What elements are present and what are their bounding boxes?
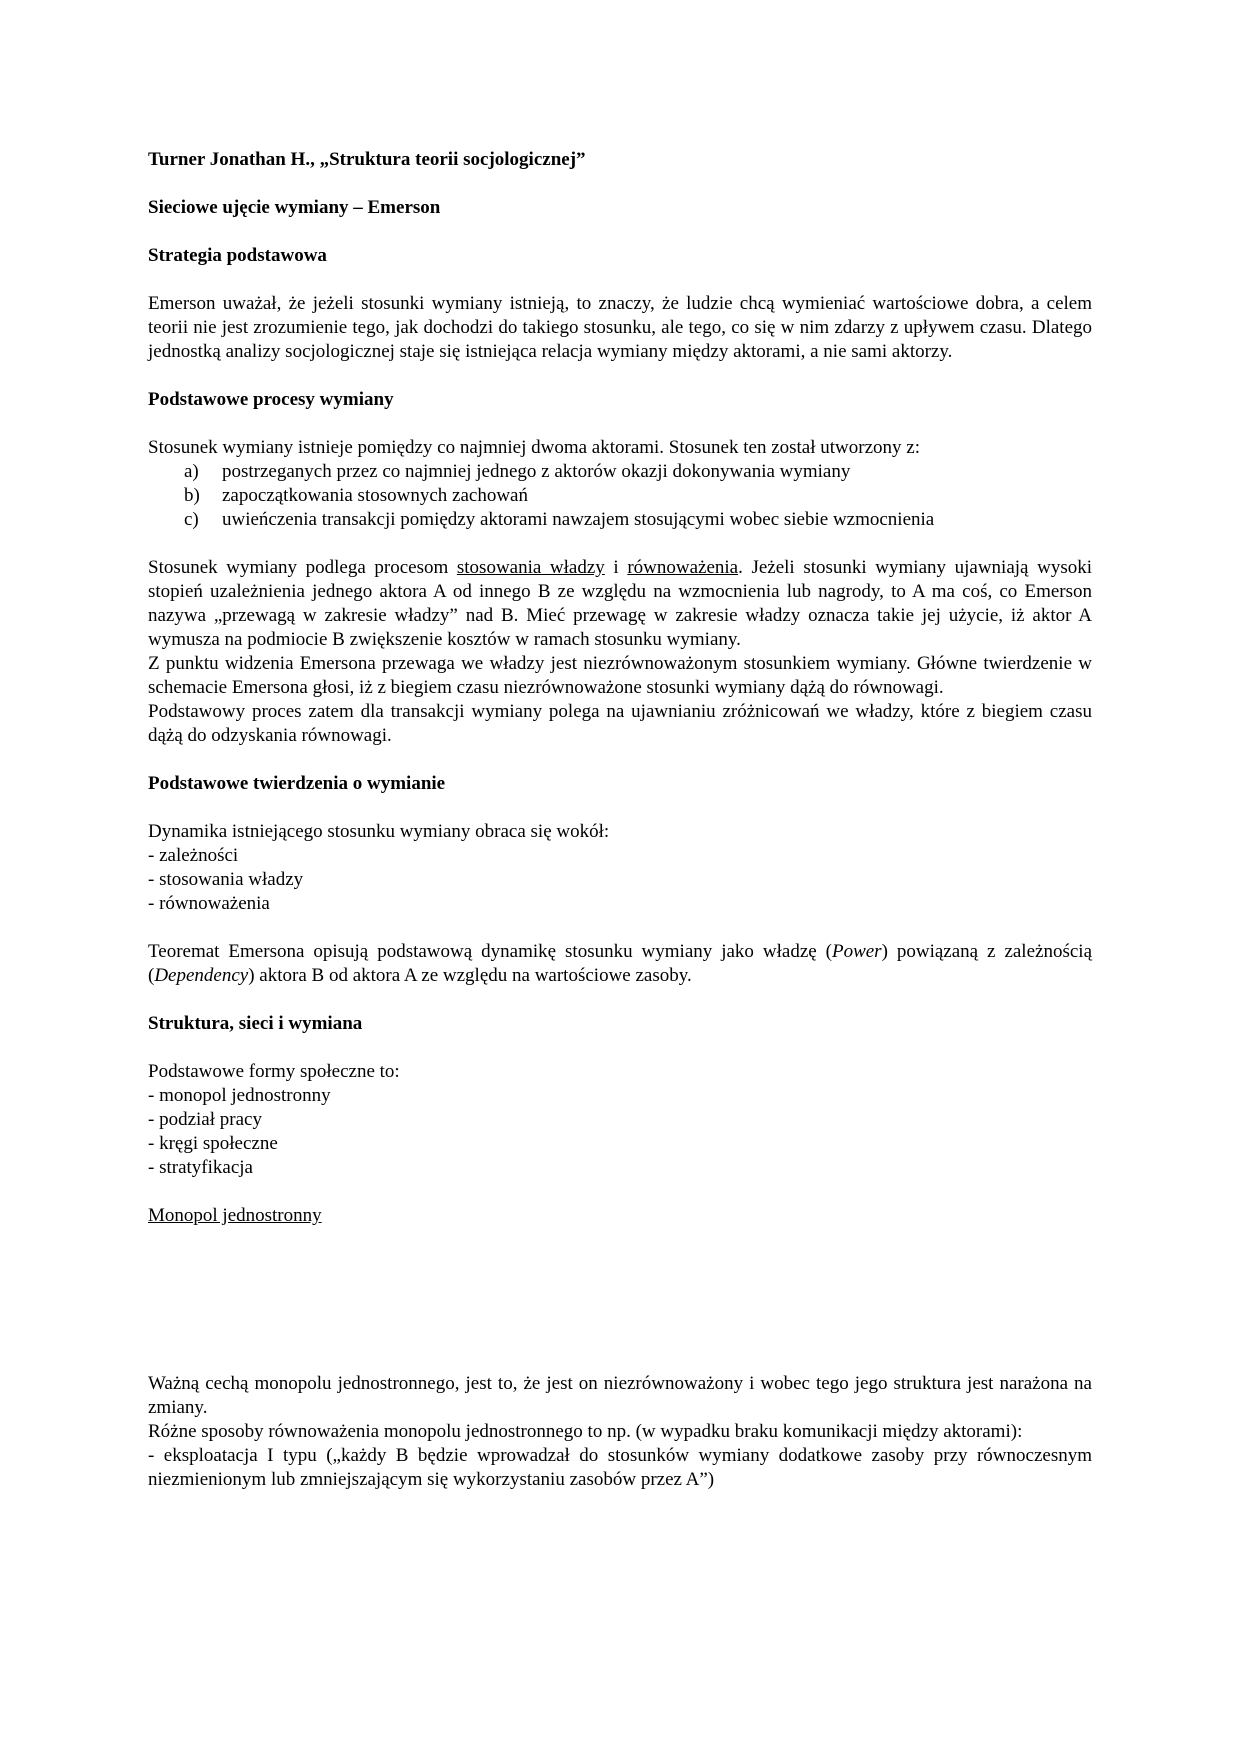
underlined-term-stosowania-wladzy: stosowania władzy bbox=[456, 557, 605, 578]
paragraph-strategia: Emerson uważał, że jeżeli stosunki wymiany istnieją, to znaczy, że ludzie chcą wymieniać wartościowe dobra, a celem teorii nie jest zrozumienie tego, jak dochodzi do takiego stosunku, ale tego, co się w nim zdarzy z upływem czasu. Dlatego jednostką analizy socjologicznej staje się istniejąca relacja wymiany między aktorami, a nie sami aktorzy. bbox=[148, 293, 1092, 362]
heading-struktura: Struktura, sieci i wymiana bbox=[148, 1013, 363, 1034]
list-item: - stosowania władzy bbox=[148, 869, 304, 890]
text-segment: Stosunek wymiany podlega procesom bbox=[148, 557, 457, 578]
text-segment: . Jeżeli stosunki wymiany ujawniają wysoki stopień uzależnienia jednego aktora A od innego B ze względu na wzmocnienia lub nagrody, to A ma coś, co Emerson nazywa „przewagą w zakresie władzy” nad B. Mieć przewagę w zakresie władzy oznacza takie jej użycie, iż aktor A wymusza na podmiocie B zwiększenie kosztów w ramach stosunku wymiany. bbox=[148, 557, 1092, 650]
paragraph-teoremat bbox=[148, 940, 1092, 988]
list-item: - zależności bbox=[148, 845, 239, 866]
term-dependency: Dependency bbox=[154, 965, 249, 986]
heading-strategia: Strategia podstawowa bbox=[148, 245, 327, 266]
list-item-text: zapoczątkowania stosownych zachowań bbox=[222, 485, 528, 506]
heading-procesy: Podstawowe procesy wymiany bbox=[148, 389, 394, 410]
list-item bbox=[148, 508, 1092, 532]
subheading-monopol: Monopol jednostronny bbox=[148, 1205, 322, 1226]
paragraph-proces: Podstawowy proces zatem dla transakcji wymiany polega na ujawnianiu zróżnicowań we władzy, które z biegiem czasu dążą do odzyskania równowagi. bbox=[148, 701, 1092, 746]
heading-twierdzenia: Podstawowe twierdzenia o wymianie bbox=[148, 773, 446, 794]
section-title: Sieciowe ujęcie wymiany – Emerson bbox=[148, 197, 441, 218]
paragraph-monopol-cecha: Ważną cechą monopolu jednostronnego, jest to, że jest on niezrównoważony i wobec tego jego struktura jest narażona na zmiany. bbox=[148, 1373, 1092, 1418]
text-segment: i bbox=[604, 557, 628, 578]
list-marker: c) bbox=[184, 509, 199, 530]
list-item bbox=[148, 484, 1092, 508]
term-power: Power bbox=[831, 941, 882, 962]
paragraph-formy-intro: Podstawowe formy społeczne to: bbox=[148, 1061, 400, 1082]
list-item: - monopol jednostronny bbox=[148, 1085, 331, 1106]
list-item-text: uwieńczenia transakcji pomiędzy aktorami nawzajem stosującymi wobec siebie wzmocnienia bbox=[222, 509, 935, 530]
document-body bbox=[148, 148, 1092, 1492]
text-segment: Teoremat Emersona opisują podstawową dynamikę stosunku wymiany jako władzę ( bbox=[148, 941, 832, 962]
list-marker: b) bbox=[184, 485, 200, 506]
paragraph-sposoby: Różne sposoby równoważenia monopolu jednostronnego to np. (w wypadku braku komunikacji między aktorami): bbox=[148, 1421, 1023, 1442]
paragraph-procesy-intro: Stosunek wymiany istnieje pomiędzy co najmniej dwoma aktorami. Stosunek ten został utworzony z: bbox=[148, 437, 920, 458]
underlined-term-rownowazenia: równoważenia bbox=[627, 557, 739, 578]
list-marker: a) bbox=[184, 461, 199, 482]
list-item: - stratyfikacja bbox=[148, 1157, 253, 1178]
paragraph-dynamika-intro: Dynamika istniejącego stosunku wymiany obraca się wokół: bbox=[148, 821, 610, 842]
list-item: - podział pracy bbox=[148, 1109, 262, 1130]
dynamika-list bbox=[148, 844, 1092, 916]
text-segment: ) powiązaną z zależnością ( bbox=[148, 941, 1092, 986]
paragraph-eksploatacja: - eksploatacja I typu („każdy B będzie wprowadzał do stosunków wymiany dodatkowe zasoby przy równoczesnym niezmienionym lub zmniejszającym się wykorzystaniu zasobów przez A”) bbox=[148, 1445, 1092, 1490]
formy-list bbox=[148, 1084, 1092, 1180]
blank-figure-area bbox=[148, 1228, 1092, 1372]
list-item-text: postrzeganych przez co najmniej jednego z aktorów okazji dokonywania wymiany bbox=[222, 461, 851, 482]
paragraph-przewaga: Z punktu widzenia Emersona przewaga we władzy jest niezrównoważonym stosunkiem wymiany. Główne twierdzenie w schemacie Emersona głosi, iż z biegiem czasu niezrównoważone stosunki wymiany dążą do równowagi. bbox=[148, 653, 1092, 698]
text-segment: ) aktora B od aktora A ze względu na wartościowe zasoby. bbox=[248, 965, 692, 986]
list-item: - kręgi społeczne bbox=[148, 1133, 278, 1154]
list-item: - równoważenia bbox=[148, 893, 270, 914]
paragraph-wladza bbox=[148, 556, 1092, 652]
procesy-list bbox=[148, 460, 1092, 532]
document-title: Turner Jonathan H., „Struktura teorii socjologicznej” bbox=[148, 149, 586, 170]
list-item bbox=[148, 460, 1092, 484]
